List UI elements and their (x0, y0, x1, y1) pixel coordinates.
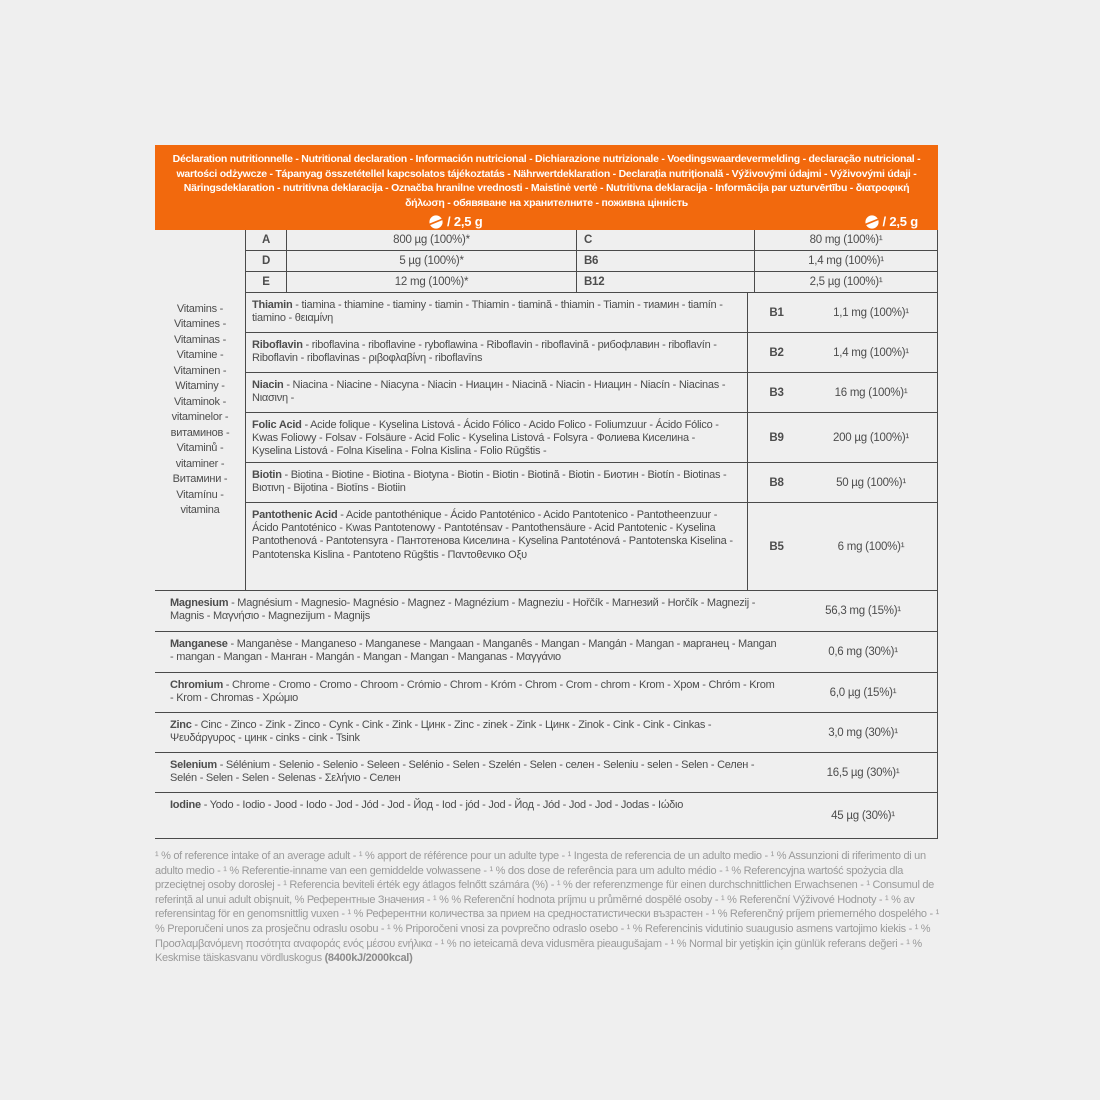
mineral-row-selenium (155, 753, 937, 793)
mineral-row-zinc (155, 713, 937, 753)
footnote-energy-value: (8400kJ/2000kcal) (324, 952, 413, 965)
mineral-names: Manganese - Manganèse - Manganeso - Manganese - Mangaan - Manganês - Mangan - Mangán - Mangan - марганец - Mangan - mangan - Mangan - Манган - Mangán - Mangan - Mangan - Manganas - Μαγγάνιο (170, 638, 777, 664)
vitamin-d-value: 5 µg (100%)* (287, 251, 577, 272)
vitamin-e-value: 12 mg (100%)* (287, 272, 577, 293)
banner-title: Déclaration nutritionnelle - Nutritional declaration - Información nutricional - Dichiarazione nutrizionale - Voedingswaardevermelding - declaração nutricional - wartości odżywcze - Tápanyag összetétellel kapcsolatos tájékoztatás - Nährwertdeklaration - Declarația nutrițională - Výživovými údajmi - Výživovými údaji - Näringsdeklaration - nutritivna deklaracija - Označba hranilne vrednosti - Maistinė vertė - Nutritivna deklaracija - Informācija par uzturvērtību - διατροφική δήλωση - обявяване на хранителните - поживна цінність (172, 153, 921, 209)
vitamin-b5-code: B5 (769, 540, 784, 553)
tablet-icon (865, 215, 879, 229)
mineral-row-chromium (155, 673, 937, 713)
vitamin-row-biotin (246, 463, 937, 503)
vitamin-b8-code: B8 (769, 476, 784, 489)
vitamin-b6-value: 1,4 mg (100%)¹ (755, 251, 937, 272)
nutrition-label (155, 145, 938, 966)
vitamin-e-code: E (246, 272, 287, 293)
serving-size-right (865, 214, 918, 229)
mineral-names: Magnesium - Magnésium - Magnesio- Magnésio - Magnez - Magnézium - Magneziu - Hořčík - Магнезий - Horčík - Magnezij - Magnis - Μαγνήσιο - Magnezijum - Magnijs (170, 597, 756, 623)
vitamin-names: Niacin - Niacina - Niacine - Niacyna - Niacin - Ниацин - Niacină - Niacin - Ниацин - Niacín - Niacinas - Νιασινη - (246, 373, 748, 412)
vitamin-row-thiamin (246, 293, 937, 333)
serving-size-left (429, 214, 482, 229)
vitamin-b1-value: 1,1 mg (100%)¹ (833, 306, 909, 319)
reference-intake-footnote (155, 849, 941, 966)
mineral-names: Selenium - Sélénium - Selenio - Selenio - Seleen - Selénio - Selen - Szelén - Selen - селен - Seleniu - selen - Selen - Селен - Selén - Selen - Selen - Selenas - Σελήνιο - Селен (170, 759, 755, 785)
mineral-row-iodine (155, 793, 937, 838)
vitamin-b3-code: B3 (769, 386, 784, 399)
vitamin-row-riboflavin (246, 333, 937, 373)
mineral-row-manganese (155, 632, 937, 673)
vitamin-row-niacin (246, 373, 937, 413)
vitamin-b12-value: 2,5 µg (100%)¹ (755, 272, 937, 293)
vitamins-section-label: Vitamins - Vitamines - Vitaminas - Vitamine - Vitaminen - Witaminy - Vitaminok - vitaminelor - витаминов - Vitaminů - vitaminer - Витамини - Vitamínu - vitamina (155, 230, 246, 590)
nutrition-declaration-banner (155, 145, 938, 230)
vitamin-b3-value: 16 mg (100%)¹ (834, 386, 908, 399)
vitamin-names: Riboflavin - riboflavina - riboflavine - ryboflawina - Riboflavin - riboflavină - рибофлавин - riboflavín - Riboflavin - riboflavinas - ριβοφλαβίνη - riboflavīns (246, 333, 748, 372)
vitamin-row-pantothenic-acid (246, 503, 937, 590)
serving-size-row (167, 212, 926, 230)
vitamins-rows (246, 230, 937, 590)
vitamins-section (155, 230, 937, 591)
mineral-names: Zinc - Cinc - Zinco - Zink - Zinco - Cynk - Cink - Zink - Цинк - Zinc - zinek - Zink - Цинк - Zinok - Cink - Cink - Cinkas - Ψευδάργυρος - цинк - cinks - cink - Tsink (170, 719, 712, 745)
selenium-value: 16,5 µg (30%)¹ (826, 766, 900, 779)
iodine-value: 45 µg (30%)¹ (831, 809, 895, 822)
vitamin-a-value: 800 µg (100%)* (287, 230, 577, 251)
vitamin-a-code: A (246, 230, 287, 251)
vitamin-row-folic-acid (246, 413, 937, 463)
vitamin-names: Pantothenic Acid - Acide pantothénique - Ácido Pantoténico - Acido Pantotenico - Pantotheenzuur - Ácido Pantoténico - Kwas Pantotenowy - Pantoténsav - Pantothensäure - Acid Pantotenic - Kyselina Pantothenová - Pantotensyra - Пантотенова Киселина - Kyselina Pantoténová - Pantotenska Kiselina - Pantotenska Kislina - Pantoteno Rūgštis - Παντοθενικο Οξυ (246, 503, 748, 590)
vitamin-b9-code: B9 (769, 431, 784, 444)
magnesium-value: 56,3 mg (15%)¹ (825, 605, 901, 617)
vitamin-b1-code: B1 (769, 306, 784, 319)
chromium-value: 6,0 µg (15%)¹ (829, 686, 897, 699)
vitamin-names: Folic Acid - Acide folique - Kyselina Listová - Ácido Fólico - Acido Folico - Foliumzuur - Ácido Fólico - Kwas Foliowy - Folsav - Folsäure - Acid Folic - Kyselina Listová - Folsyra - Фолиева Киселина - Kyselina Listová - Folna Kiselina - Folna Kislina - Folio Rūgštis - (246, 413, 748, 462)
vitamin-b2-code: B2 (769, 346, 784, 359)
vitamin-b9-value: 200 µg (100%)¹ (832, 431, 909, 444)
zinc-value: 3,0 mg (30%)¹ (828, 726, 898, 739)
vitamin-b2-value: 1,4 mg (100%)¹ (833, 346, 909, 359)
vitamin-c-code: C (577, 230, 755, 251)
serving-size-label: / 2,5 g (882, 214, 918, 229)
minerals-section (155, 591, 937, 838)
vitamin-b6-code: B6 (577, 251, 755, 272)
tablet-icon (429, 215, 443, 229)
mineral-row-magnesium (155, 591, 937, 632)
vitamin-c-value: 80 mg (100%)¹ (755, 230, 937, 251)
vitamin-names: Thiamin - tiamina - thiamine - tiaminy - tiamin - Thiamin - tiamină - thiamin - Tiamin - тиамин - tiamín - tiamino - θειαμίνη (246, 293, 748, 332)
nutrition-table (155, 230, 938, 839)
vitamins-ade-grid (246, 230, 937, 293)
mineral-names: Chromium - Chrome - Cromo - Cromo - Chroom - Crómio - Chrom - Króm - Chrom - Crom - chrom - Krom - Хром - Chróm - Krom - Krom - Chromas - Χρώμιο (170, 679, 775, 705)
serving-size-label: / 2,5 g (447, 214, 483, 229)
vitamin-b12-code: B12 (577, 272, 755, 293)
mineral-names: Iodine - Yodo - Iodio - Jood - Iodo - Jod - Jód - Jod - Йод - Iod - jód - Jod - Йод - Jód - Jod - Jod - Jodas - Ιώδιο (170, 799, 684, 811)
footnote-text: ¹ % of reference intake of an average adult - ¹ % apport de référence pour un adulte type - ¹ Ingesta de referencia de un adulto medio - ¹ % Assunzioni di riferimento di un adulto medio - ¹ % Referentie-inname van een gemiddelde volwassene - ¹ % dos dose de referência para um adulto médio - ¹ % Referencyjna wartość spożycia dla przeciętnej osoby dorosłej - ¹ Referencia beviteli érték egy átlagos felnőtt számára (%) - ¹ % der referenzmenge für einen durchschnittlichen Erwachsenen - ¹ Consumul de referință al unui adult obişnuit, % Референтные Значения - ¹ % % Referenční hodnota príjmu u průměrné dospělé osoby - ¹ % Referenční Výživové Hodnoty - ¹ % av referensintag för en genomsnittlig vuxen - ¹ % Референтни количества за прием на средностатистически възрастен - ¹ % Referenčný príjem priemerného dospelého - ¹ % Preporučeni unos za prosječnu odraslu osobu - ¹ % Priporočeni vnosi za povprečno odraslo osebo - ¹ % Referencinis vidutinio suaugusio asmens vartojimo kiekis - ¹ % Προσλαμβανόμενη ποσότητα αναφοράς ενός μέσου ενήλικα - ¹ % no ieteicamā deva vidusmēra pieaugušajam - ¹ % Normal bir yetişkin için günlük referans değeri - ¹ % Keskmise täiskasvanu vördluskogus (155, 850, 939, 965)
vitamin-b8-value: 50 µg (100%)¹ (836, 476, 906, 489)
vitamin-b5-value: 6 mg (100%)¹ (837, 540, 905, 553)
manganese-value: 0,6 mg (30%)¹ (828, 646, 898, 658)
vitamin-names: Biotin - Biotina - Biotine - Biotina - Biotyna - Biotin - Biotin - Biotină - Biotin - Биотин - Biotín - Biotinas - Βιοτινη - Bijotina - Biotīns - Biotiin (246, 463, 748, 502)
vitamin-d-code: D (246, 251, 287, 272)
